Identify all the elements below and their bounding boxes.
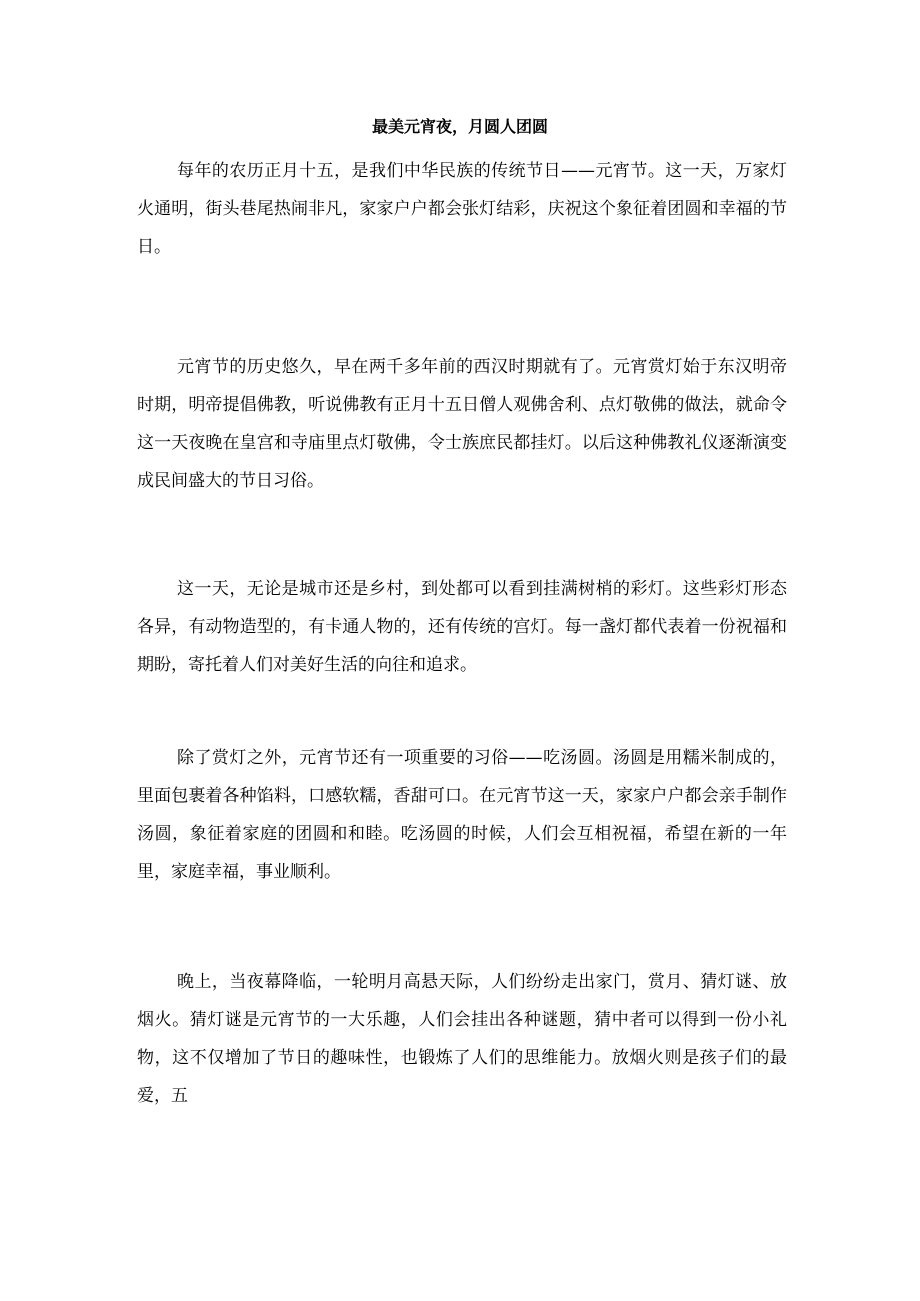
document-title: 最美元宵夜，月圆人团圆 [371,117,548,136]
paragraph-5: 晚上，当夜幕降临，一轮明月高悬天际，人们纷纷走出家门，赏月、猜灯谜、放烟火。猜灯谜是元宵节的一大乐趣，人们会挂出各种谜题，猜中者可以得到一份小礼物，这不仅增加了节日的趣味性，也锻炼了人们的思维能力。放烟火则是孩子们的最爱，五 [137,972,787,1106]
paragraph-4: 除了赏灯之外，元宵节还有一项重要的习俗——吃汤圆。汤圆是用糯米制成的，里面包裹着各种馅料，口感软糯，香甜可口。在元宵节这一天，家家户户都会亲手制作汤圆，象征着家庭的团圆和和睦。吃汤圆的时候，人们会互相祝福，希望在新的一年里，家庭幸福，事业顺利。 [137,748,787,882]
paragraph-3: 这一天，无论是城市还是乡村，到处都可以看到挂满树梢的彩灯。这些彩灯形态各异，有动物造型的，有卡通人物的，还有传统的宫灯。每一盏灯都代表着一份祝福和期盼，寄托着人们对美好生活的向往和追求。 [137,579,787,675]
paragraph-1: 每年的农历正月十五，是我们中华民族的传统节日——元宵节。这一天，万家灯火通明，街头巷尾热闹非凡，家家户户都会张灯结彩，庆祝这个象征着团圆和幸福的节日。 [137,161,787,257]
paragraph-2: 元宵节的历史悠久，早在两千多年前的西汉时期就有了。元宵赏灯始于东汉明帝时期，明帝提倡佛教，听说佛教有正月十五日僧人观佛舍利、点灯敬佛的做法，就命令这一天夜晚在皇宫和寺庙里点灯敬佛，令士族庶民都挂灯。以后这种佛教礼仪逐渐演变成民间盛大的节日习俗。 [137,357,787,491]
